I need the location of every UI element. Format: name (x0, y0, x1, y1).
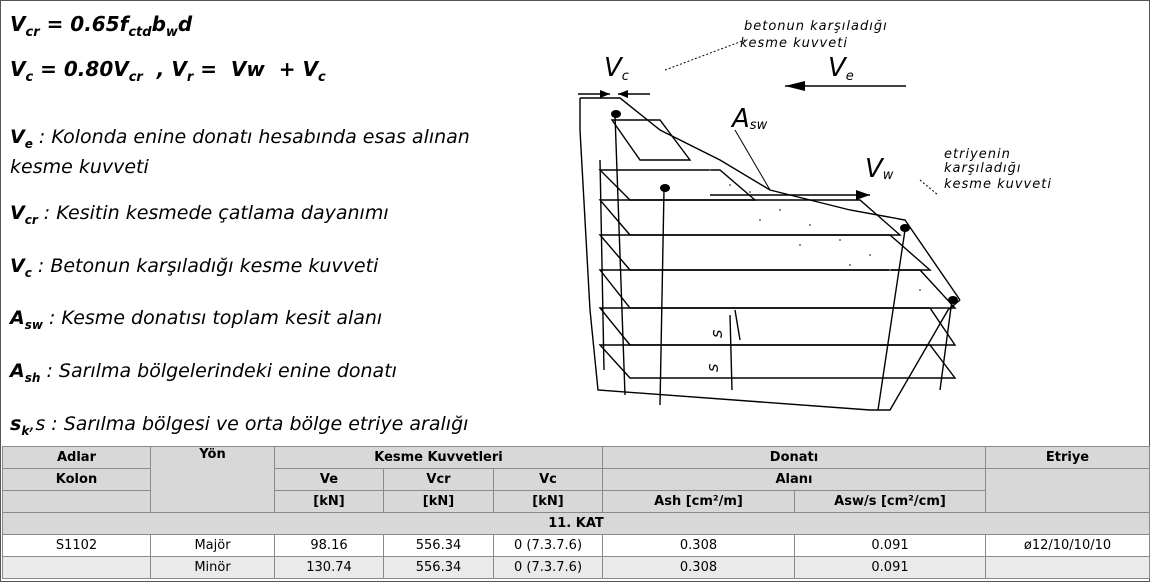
header-unit-ve: [kN] (275, 491, 384, 513)
header-donati: Donatı (603, 447, 986, 469)
header-row-1 (3, 447, 1150, 469)
header-kesme: Kesme Kuvvetleri (275, 447, 603, 469)
formula-block (10, 6, 326, 96)
header-etriye: Etriye (986, 447, 1150, 469)
cell-kolon: S1102 (3, 535, 151, 557)
label-vw: Vw (865, 154, 894, 184)
formula-vc-vr: $V_c = 0.80V_{cr}$ , $V_r = Vw + V_c$ (10, 57, 326, 85)
formula-vcr: $V_{cr} = 0.65f_{ctd}b_wd$ (10, 12, 193, 40)
cell-ve: 98.16 (275, 535, 384, 557)
table-row (3, 557, 1150, 579)
definition-vcr: $V_{cr}$ : Kesitin kesmede çatlama dayanımı (10, 201, 389, 227)
label-stirrup-3: kesme kuvveti (944, 177, 1052, 192)
header-yon: Yön (151, 447, 275, 513)
header-vc: Vc (494, 469, 603, 491)
definition-spacing: $s_k,s$ : Sarılma bölgesi ve orta bölge etriye aralığı (10, 412, 469, 438)
cell-asws: 0.091 (795, 557, 986, 579)
cell-ve: 130.74 (275, 557, 384, 579)
cell-asws: 0.091 (795, 535, 986, 557)
header-unit-vcr: [kN] (384, 491, 494, 513)
definitions-list (10, 126, 480, 459)
header-ve: Ve (275, 469, 384, 491)
header-alani: Alanı (603, 469, 986, 491)
concrete-outline (580, 98, 960, 410)
cell-vc: 0 (7.3.7.6) (494, 557, 603, 579)
label-concrete-1: betonun karşıladığı (744, 19, 888, 34)
section-label: 11. KAT (3, 513, 1150, 535)
cell-vcr: 556.34 (384, 557, 494, 579)
label-ve: Ve (828, 53, 854, 84)
header-vcr: Vcr (384, 469, 494, 491)
header-asws: Asw/s [cm²/cm] (795, 491, 986, 513)
header-ash: Ash [cm²/m] (603, 491, 795, 513)
cell-yon: Majör (151, 535, 275, 557)
cell-kolon (3, 557, 151, 579)
label-stirrup-2: karşıladığı (944, 161, 1022, 176)
cell-vc: 0 (7.3.7.6) (494, 535, 603, 557)
header-etriye-blank (986, 469, 1150, 513)
table-row (3, 535, 1150, 557)
cell-etriye: ø12/10/10/10 (986, 535, 1150, 557)
cell-ash: 0.308 (603, 535, 795, 557)
cell-ash: 0.308 (603, 557, 795, 579)
definition-ash: $A_{sh}$ : Sarılma bölgelerindeki enine donatı (10, 360, 397, 385)
definition-ve: $V_e$ : Kolonda enine donatı hesabında esas alınan kesme kuvveti (10, 126, 470, 178)
header-kolon: Kolon (3, 469, 151, 491)
label-vc: Vc (604, 53, 629, 84)
column-shear-diagram (560, 10, 1120, 430)
cell-etriye (986, 557, 1150, 579)
definition-vc: $V_c$ : Betonun karşıladığı kesme kuvveti (10, 254, 379, 280)
header-unit-vc: [kN] (494, 491, 603, 513)
label-asw: Asw (732, 104, 768, 134)
section-row (3, 513, 1150, 535)
header-kolon-blank (3, 491, 151, 513)
cell-vcr: 556.34 (384, 535, 494, 557)
label-s-1: s (707, 329, 726, 338)
header-adlar: Adlar (3, 447, 151, 469)
label-s-2: s (703, 363, 722, 372)
label-concrete-2: kesme kuvveti (740, 36, 848, 51)
definition-asw: $A_{sw}$ : Kesme donatısı toplam kesit alanı (10, 307, 383, 333)
cell-yon: Minör (151, 557, 275, 579)
shear-table (2, 446, 1150, 579)
label-stirrup-1: etriyenin (944, 147, 1011, 162)
